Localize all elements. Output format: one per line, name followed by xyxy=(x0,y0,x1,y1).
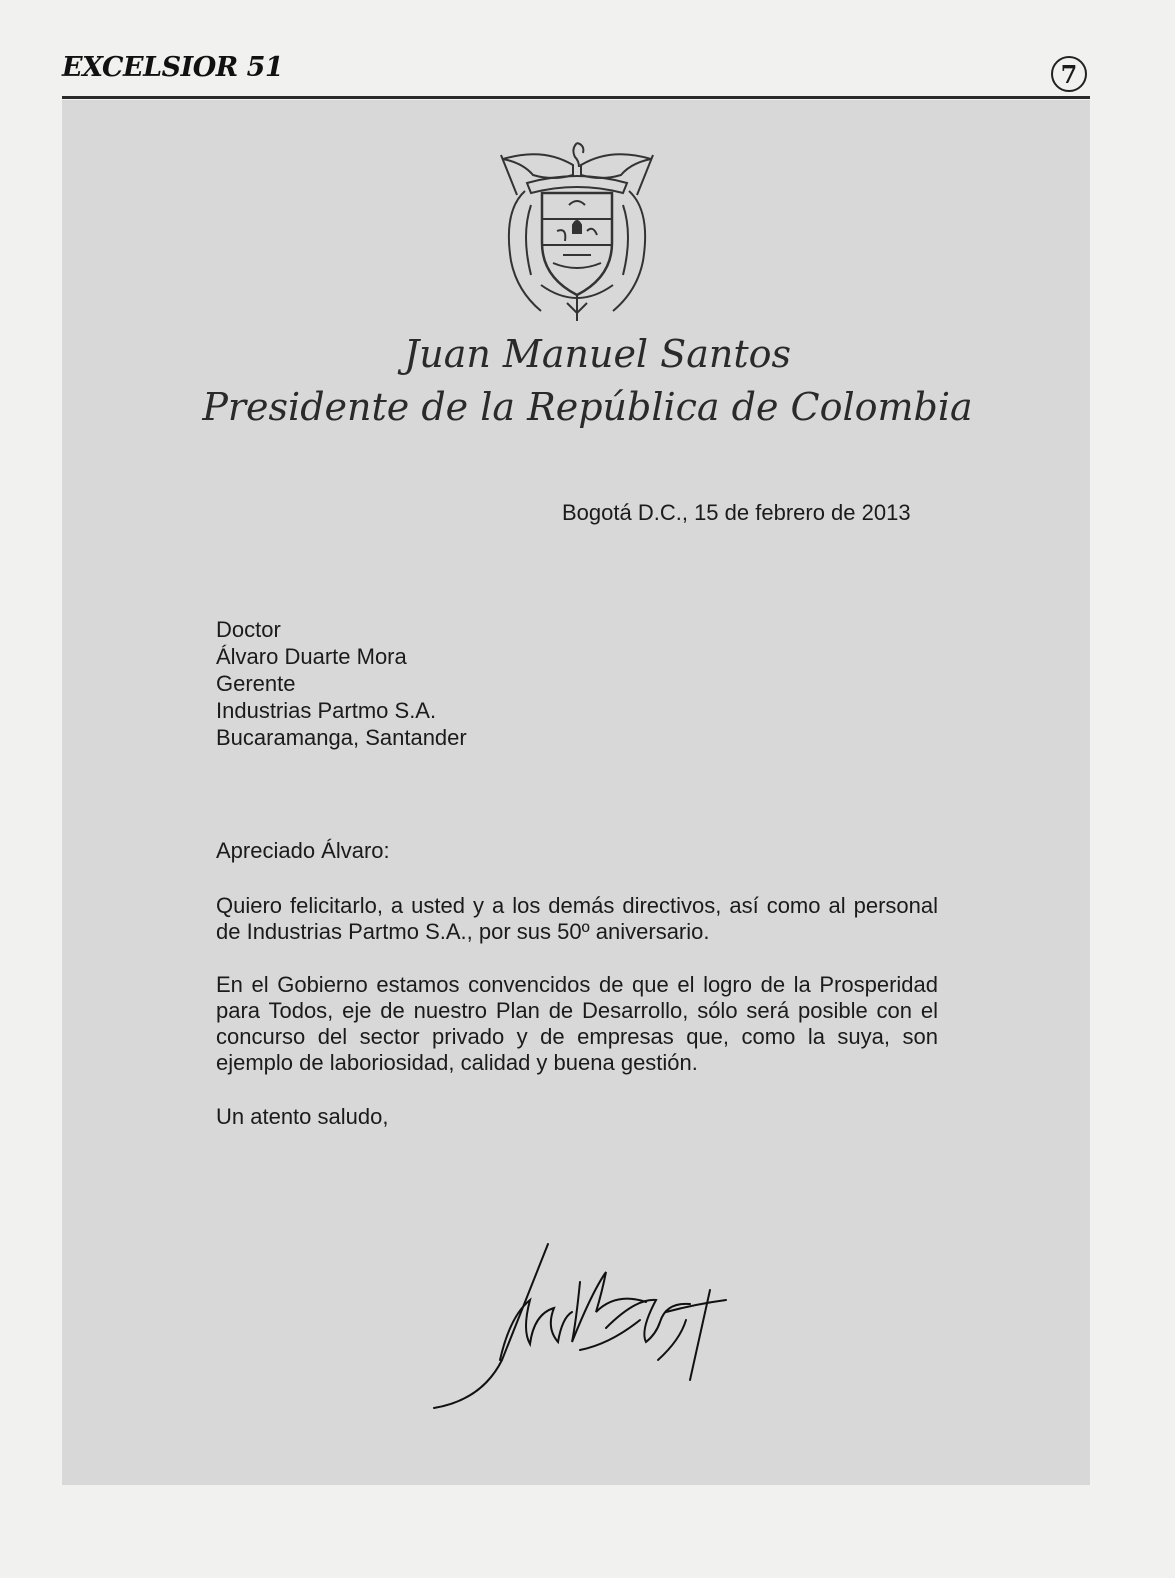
greeting: Apreciado Álvaro: xyxy=(216,838,390,863)
header-rule xyxy=(62,96,1090,99)
recipient-line: Bucaramanga, Santander xyxy=(216,725,467,750)
recipient-line: Gerente xyxy=(216,671,296,696)
letter-date: Bogotá D.C., 15 de febrero de 2013 xyxy=(562,500,911,525)
recipient-address xyxy=(216,616,467,751)
recipient-line: Doctor xyxy=(216,617,281,642)
page-number: 7 xyxy=(1051,56,1087,92)
president-title: Presidente de la República de Colombia xyxy=(202,385,973,429)
recipient-line: Industrias Partmo S.A. xyxy=(216,698,437,723)
paragraph: Quiero felicitarlo, a usted y a los demás directivos, así como al personal de Industrias Partmo S.A., por sus 50º aniversario. xyxy=(216,893,938,944)
coat-of-arms-icon xyxy=(487,135,667,325)
signature-image xyxy=(430,1240,740,1410)
masthead: EXCELSIOR 51 xyxy=(62,52,284,83)
paragraph: En el Gobierno estamos convencidos de que el logro de la Prosperidad para Todos, eje de nuestro Plan de Desarrollo, sólo será posible con el concurso del sector privado y de empresas que, como la suya, son ejemplo de laboriosidad, calidad y buena gestión. xyxy=(216,972,938,1075)
recipient-line: Álvaro Duarte Mora xyxy=(216,644,407,669)
president-name: Juan Manuel Santos xyxy=(404,332,791,376)
closing: Un atento saludo, xyxy=(216,1104,389,1129)
